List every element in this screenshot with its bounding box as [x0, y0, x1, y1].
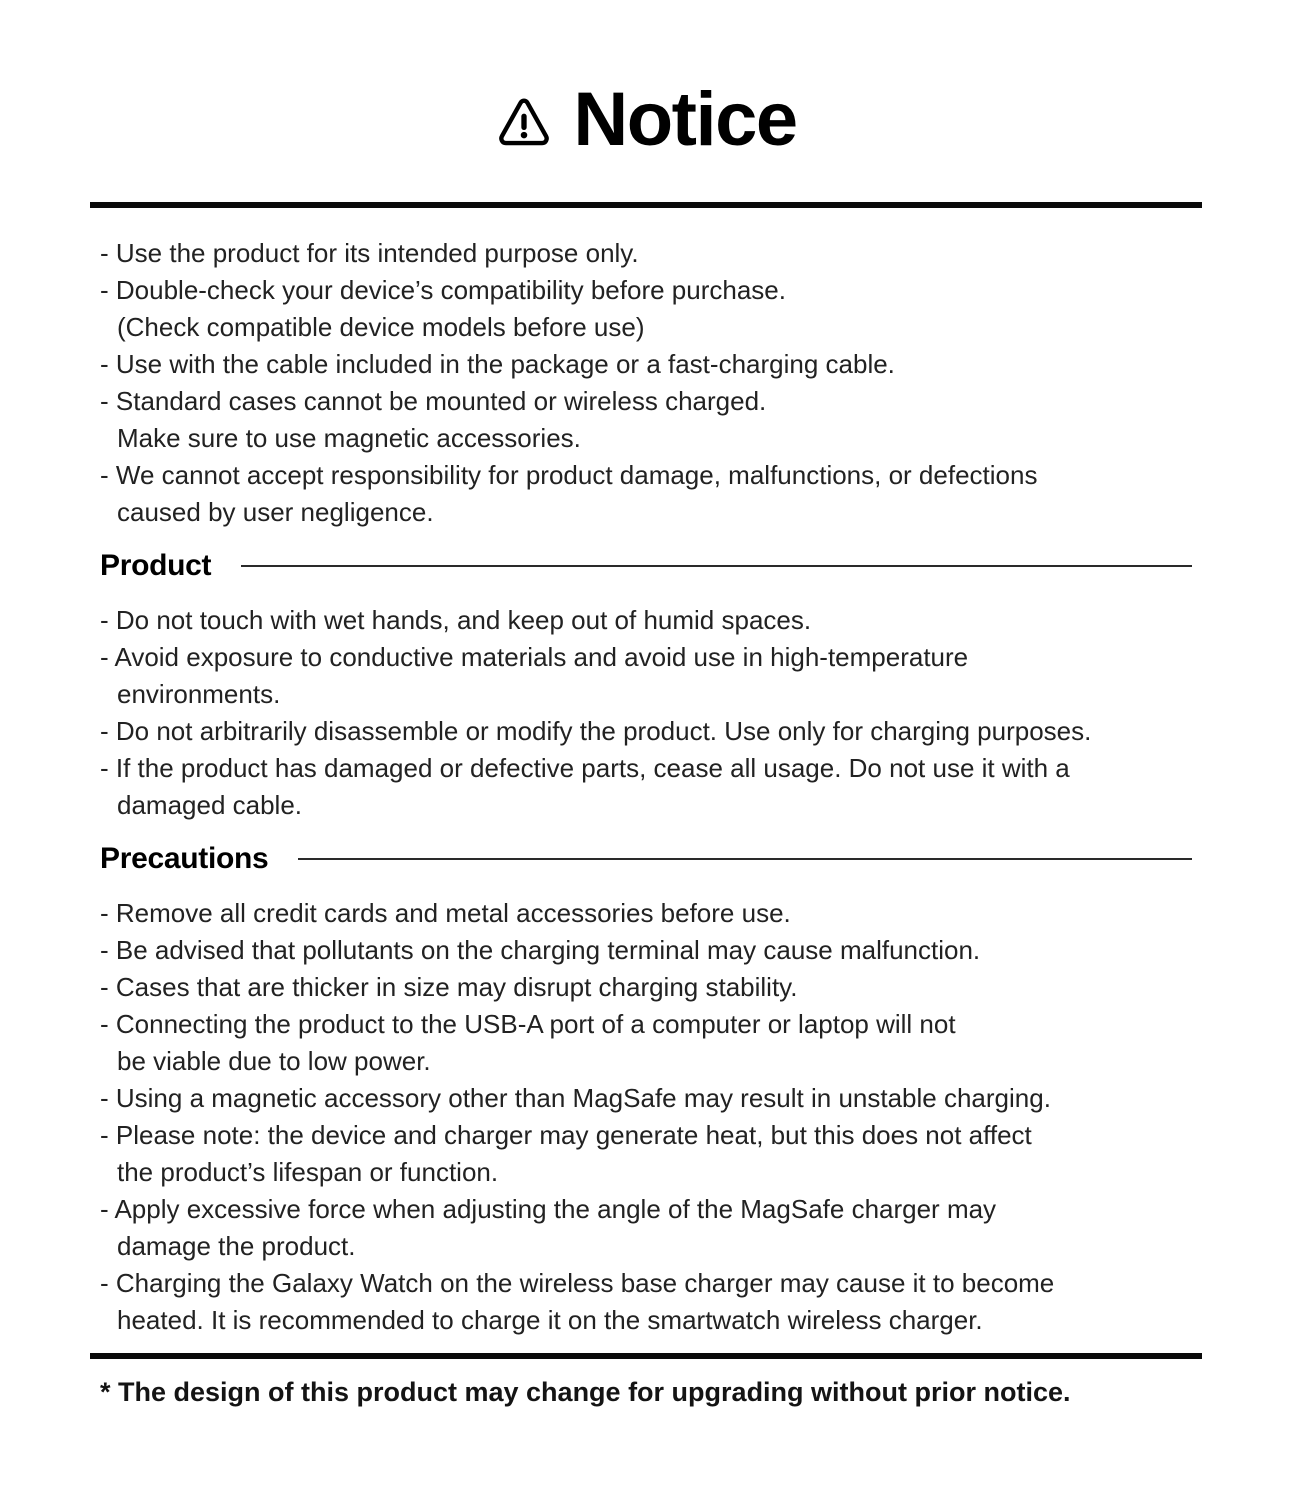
notice-item-continuation: damage the product. — [117, 1231, 356, 1261]
notice-item-line: - Charging the Galaxy Watch on the wireless base charger may cause it to become — [100, 1268, 1055, 1298]
page-header — [100, 78, 1192, 162]
general-notice-list — [100, 235, 1192, 531]
notice-item-line: - Remove all credit cards and metal accessories before use. — [100, 898, 791, 928]
footer-note: * The design of this product may change for upgrading without prior notice. — [100, 1377, 1071, 1407]
notice-item-continuation: environments. — [117, 679, 281, 709]
section-divider-line — [241, 565, 1192, 567]
notice-item-line: - Standard cases cannot be mounted or wireless charged. — [100, 386, 767, 416]
section-divider-line — [298, 858, 1192, 860]
notice-item-line: - Do not arbitrarily disassemble or modify the product. Use only for charging purposes. — [100, 716, 1092, 746]
notice-item-continuation: Make sure to use magnetic accessories. — [117, 423, 581, 453]
notice-item-line: - Please note: the device and charger may generate heat, but this does not affect — [100, 1120, 1032, 1150]
notice-item-line: - We cannot accept responsibility for product damage, malfunctions, or defections — [100, 460, 1038, 490]
notice-item-continuation: heated. It is recommended to charge it on the smartwatch wireless charger. — [117, 1305, 983, 1335]
page-title: Notice — [573, 77, 797, 162]
notice-item-line: - Apply excessive force when adjusting the angle of the MagSafe charger may — [100, 1194, 997, 1224]
notice-item-continuation: the product’s lifespan or function. — [117, 1157, 499, 1187]
notice-item-line: - Double-check your device’s compatibility before purchase. — [100, 275, 786, 305]
notice-item-line: - Be advised that pollutants on the charging terminal may cause malfunction. — [100, 935, 981, 965]
warning-triangle-icon — [495, 88, 553, 152]
notice-item-continuation: damaged cable. — [117, 790, 303, 820]
notice-item-line: - Use the product for its intended purpose only. — [100, 238, 639, 268]
notice-item-line: - Cases that are thicker in size may disrupt charging stability. — [100, 972, 798, 1002]
notice-item-line: - Using a magnetic accessory other than MagSafe may result in unstable charging. — [100, 1083, 1051, 1113]
notice-item-continuation: be viable due to low power. — [117, 1046, 431, 1076]
notice-item-line: - Do not touch with wet hands, and keep out of humid spaces. — [100, 605, 812, 635]
notice-item-line: - If the product has damaged or defective parts, cease all usage. Do not use it with a — [100, 753, 1070, 783]
top-divider — [90, 202, 1202, 208]
notice-item-line: - Use with the cable included in the package or a fast-charging cable. — [100, 349, 895, 379]
section-title: Product — [100, 549, 212, 582]
section-header-precautions — [100, 838, 1192, 880]
notice-sections — [100, 545, 1192, 1339]
section-title: Precautions — [100, 842, 269, 875]
section-list-product — [100, 602, 1192, 824]
section-header-product — [100, 545, 1192, 587]
section-list-precautions — [100, 895, 1192, 1339]
notice-item-line: - Connecting the product to the USB-A port of a computer or laptop will not — [100, 1009, 956, 1039]
bottom-divider — [90, 1353, 1202, 1359]
notice-item-continuation: (Check compatible device models before use) — [117, 312, 645, 342]
notice-item-continuation: caused by user negligence. — [117, 497, 434, 527]
notice-item-line: - Avoid exposure to conductive materials and avoid use in high-temperature — [100, 642, 969, 672]
